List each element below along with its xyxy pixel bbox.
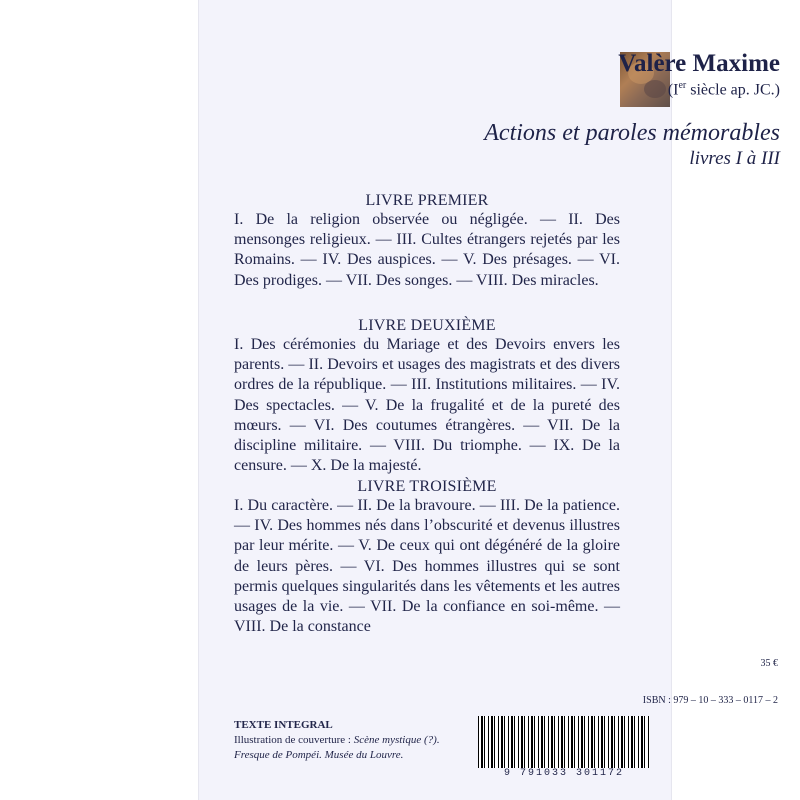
isbn: ISBN : 979 – 10 – 333 – 0117 – 2 — [642, 695, 778, 706]
section-heading: LIVRE DEUXIÈME — [358, 317, 496, 334]
book-title: Actions et paroles mémorables — [484, 120, 780, 146]
barcode-bars — [478, 716, 650, 768]
barcode — [478, 716, 650, 780]
section-text: I. De la religion observée ou négligée. — II. Des mensonges religieux. — III. Cultes étrangers rejetés par les Romains. — IV. Des auspices. — V. Des présages. — VI. Des prodiges. — VII. Des songes. — VIII. Des miracles. — [234, 211, 620, 289]
section-heading: LIVRE PREMIER — [365, 192, 489, 209]
section-livre-deuxieme — [234, 317, 620, 476]
illustration-source: Fresque de Pompéi. Musée du Louvre. — [234, 749, 404, 761]
edition-label: TEXTE INTEGRAL — [234, 719, 333, 731]
section-heading: LIVRE TROISIÈME — [357, 478, 497, 495]
section-text: I. Du caractère. — II. De la bravoure. — III. De la patience. — IV. Des hommes nés dans l’obscurité et devenus illustres par leur mérite. — V. De ceux qui ont dégénéré de la gloire de leurs pères. — VI. Des hommes illustres qui se sont permis quelques singularités dans les vêtements et les autres usages de la vie. — VII. De la confiance en soi-même. — VIII. De la constance — [234, 497, 620, 636]
book-subtitle: livres I à III — [689, 148, 780, 169]
credits — [234, 718, 474, 763]
author-name: Valère Maxime — [618, 50, 780, 77]
barcode-digits: 9 791033 301172 — [503, 768, 624, 779]
price: 35 € — [760, 658, 778, 669]
illustration-credit: Illustration de couverture : Scène mystique (?). — [234, 734, 440, 746]
section-text: I. Des cérémonies du Mariage et des Devoirs envers les parents. — II. Devoirs et usages des magistrats et des divers ordres de la république. — III. Institutions militaires. — IV. Des spectacles. — V. De la frugalité et de la pureté des mœurs. — VI. Des coutumes étrangères. — VII. De la discipline militaire. — VIII. Du triomphe. — IX. De la censure. — X. De la majesté. — [234, 336, 620, 475]
author-century: (Ier siècle ap. JC.) — [667, 80, 780, 99]
section-livre-premier — [234, 192, 620, 291]
section-livre-troisieme — [234, 478, 620, 637]
